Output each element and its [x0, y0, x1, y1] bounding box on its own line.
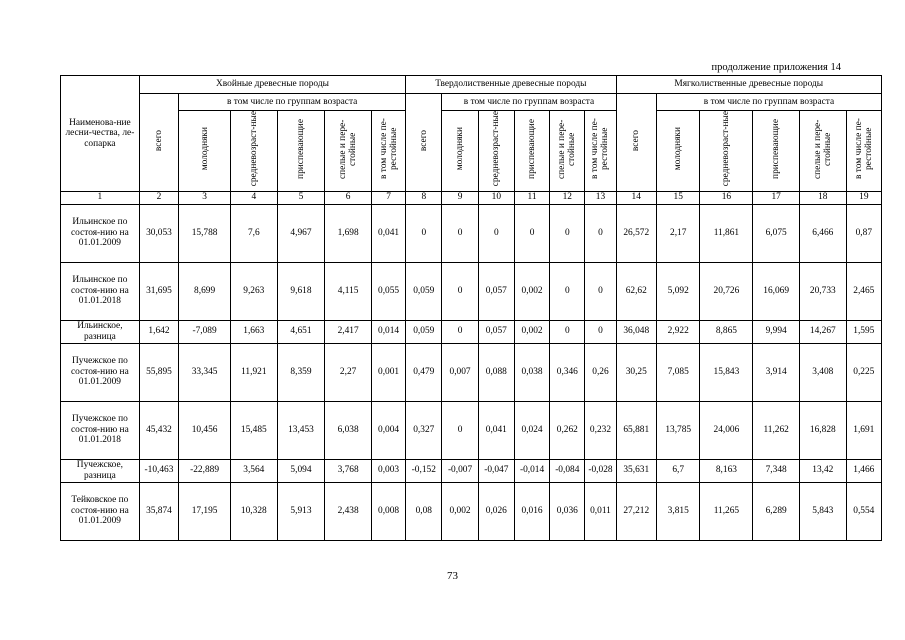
table-cell: 36,048 — [616, 320, 656, 343]
table-cell: 2,922 — [656, 320, 700, 343]
table-cell: 62,62 — [616, 262, 656, 320]
table-row — [61, 204, 882, 262]
table-cell: 14,267 — [799, 320, 846, 343]
age-group-header: в том числе пе-рестойные — [371, 111, 405, 192]
table-cell: 1,595 — [846, 320, 881, 343]
table-cell: 0 — [585, 204, 616, 262]
age-group-header: молодняки — [656, 111, 700, 192]
table-cell: 0,008 — [371, 482, 405, 540]
age-group-header: приспевающие — [753, 111, 800, 192]
group-header-coniferous: Хвойные древесные породы — [139, 76, 405, 94]
table-cell: 0,014 — [371, 320, 405, 343]
group-header-hardwood: Твердолиственные древесные породы — [406, 76, 616, 94]
table-cell: 0,004 — [371, 401, 405, 459]
table-cell: 0,08 — [406, 482, 442, 540]
table-cell: 9,618 — [277, 262, 325, 320]
table-cell: 0 — [585, 320, 616, 343]
table-cell: 24,006 — [700, 401, 753, 459]
table-cell: 30,053 — [139, 204, 178, 262]
table-cell: 3,564 — [231, 459, 278, 482]
column-number: 10 — [478, 191, 514, 204]
table-cell: 35,631 — [616, 459, 656, 482]
table-cell: 0,007 — [442, 343, 478, 401]
table-cell: 0,346 — [550, 343, 585, 401]
table-cell: 16,828 — [799, 401, 846, 459]
column-number: 19 — [846, 191, 881, 204]
table-row — [61, 320, 882, 343]
total-header: всего — [139, 94, 178, 192]
table-row — [61, 262, 882, 320]
table-cell: 0 — [514, 204, 549, 262]
table-cell: 0 — [550, 262, 585, 320]
table-cell: 6,7 — [656, 459, 700, 482]
column-number: 2 — [139, 191, 178, 204]
column-number: 13 — [585, 191, 616, 204]
subgroup-header: в том числе по группам возраста — [179, 94, 406, 111]
table-cell: 0,001 — [371, 343, 405, 401]
age-group-header: приспевающие — [514, 111, 549, 192]
table-cell: 7,085 — [656, 343, 700, 401]
table-cell: 13,42 — [799, 459, 846, 482]
table-cell: 0,016 — [514, 482, 549, 540]
age-group-header: в том числе пе-рестойные — [585, 111, 616, 192]
table-cell: 0,002 — [514, 262, 549, 320]
table-cell: 45,432 — [139, 401, 178, 459]
table-cell: 0,038 — [514, 343, 549, 401]
table-cell: 13,453 — [277, 401, 325, 459]
table-cell: 0,232 — [585, 401, 616, 459]
table-cell: 0 — [550, 320, 585, 343]
table-cell: 15,843 — [700, 343, 753, 401]
table-cell: 6,075 — [753, 204, 800, 262]
column-number: 14 — [616, 191, 656, 204]
table-cell: -7,089 — [179, 320, 231, 343]
row-name: Пучежское по состоя-нию на 01.01.2018 — [61, 401, 140, 459]
column-number: 7 — [371, 191, 405, 204]
table-cell: 0,479 — [406, 343, 442, 401]
row-name: Ильинское, разница — [61, 320, 140, 343]
table-cell: 0,011 — [585, 482, 616, 540]
total-header: всего — [616, 94, 656, 192]
table-cell: 8,865 — [700, 320, 753, 343]
table-cell: 1,691 — [846, 401, 881, 459]
age-group-header: молодняки — [442, 111, 478, 192]
table-cell: 0 — [550, 204, 585, 262]
table-cell: -0,028 — [585, 459, 616, 482]
table-cell: 1,642 — [139, 320, 178, 343]
age-group-header: средневозраст-ные — [231, 111, 278, 192]
table-cell: 65,881 — [616, 401, 656, 459]
table-cell: -0,007 — [442, 459, 478, 482]
age-group-header: средневозраст-ные — [700, 111, 753, 192]
table-cell: 8,699 — [179, 262, 231, 320]
table-cell: 0 — [442, 204, 478, 262]
table-cell: 0,87 — [846, 204, 881, 262]
table-cell: 0,002 — [442, 482, 478, 540]
column-number: 1 — [61, 191, 140, 204]
name-column-header: Наименова-ние лесни-чества, ле-сопарка — [61, 76, 140, 192]
table-cell: 0,002 — [514, 320, 549, 343]
column-number: 16 — [700, 191, 753, 204]
table-cell: 0,057 — [478, 262, 514, 320]
table-row — [61, 482, 882, 540]
table-cell: 9,994 — [753, 320, 800, 343]
table-cell: 2,438 — [325, 482, 372, 540]
table-cell: -0,047 — [478, 459, 514, 482]
table-cell: 15,485 — [231, 401, 278, 459]
table-cell: 0,26 — [585, 343, 616, 401]
table-cell: -22,889 — [179, 459, 231, 482]
table-cell: 11,861 — [700, 204, 753, 262]
table-cell: 1,663 — [231, 320, 278, 343]
table-cell: 1,698 — [325, 204, 372, 262]
table-cell: 11,262 — [753, 401, 800, 459]
row-name: Ильинское по состоя-нию на 01.01.2018 — [61, 262, 140, 320]
table-cell: 10,328 — [231, 482, 278, 540]
age-group-header: спелые и пере-стойные — [550, 111, 585, 192]
column-number: 12 — [550, 191, 585, 204]
table-cell: 2,17 — [656, 204, 700, 262]
table-cell: -10,463 — [139, 459, 178, 482]
age-group-header: спелые и пере-стойные — [325, 111, 372, 192]
subgroup-header: в том числе по группам возраста — [656, 94, 881, 111]
row-name: Пучежское по состоя-нию на 01.01.2009 — [61, 343, 140, 401]
page-number: 73 — [447, 570, 458, 582]
table-cell: 20,726 — [700, 262, 753, 320]
table-cell: 0 — [442, 401, 478, 459]
table-cell: 0,041 — [371, 204, 405, 262]
table-cell: 35,874 — [139, 482, 178, 540]
table-cell: 4,651 — [277, 320, 325, 343]
age-group-header: в том числе пе-рестойные — [846, 111, 881, 192]
group-header-softwood: Мягколиственные древесные породы — [616, 76, 881, 94]
table-cell: 7,348 — [753, 459, 800, 482]
table-cell: 9,263 — [231, 262, 278, 320]
table-cell: 5,094 — [277, 459, 325, 482]
table-cell: 0,225 — [846, 343, 881, 401]
table-cell: 0,026 — [478, 482, 514, 540]
table-cell: 0,088 — [478, 343, 514, 401]
table-cell: 16,069 — [753, 262, 800, 320]
row-name: Ильинское по состоя-нию на 01.01.2009 — [61, 204, 140, 262]
subgroup-header: в том числе по группам возраста — [442, 94, 616, 111]
column-number: 5 — [277, 191, 325, 204]
table-cell: 0 — [442, 262, 478, 320]
table-cell: 2,27 — [325, 343, 372, 401]
table-cell: 3,914 — [753, 343, 800, 401]
table-cell: 3,815 — [656, 482, 700, 540]
table-cell: 0,024 — [514, 401, 549, 459]
table-cell: 0,262 — [550, 401, 585, 459]
column-number: 3 — [179, 191, 231, 204]
table-cell: 0,059 — [406, 320, 442, 343]
table-cell: 26,572 — [616, 204, 656, 262]
table-cell: 5,843 — [799, 482, 846, 540]
table-cell: 20,733 — [799, 262, 846, 320]
row-name: Тейковское по состоя-нию на 01.01.2009 — [61, 482, 140, 540]
table-cell: 6,466 — [799, 204, 846, 262]
table-cell: 3,768 — [325, 459, 372, 482]
column-number: 6 — [325, 191, 372, 204]
table-cell: -0,084 — [550, 459, 585, 482]
table-cell: 0 — [406, 204, 442, 262]
table-cell: 5,913 — [277, 482, 325, 540]
table-cell: 11,265 — [700, 482, 753, 540]
table-cell: 0,041 — [478, 401, 514, 459]
table-cell: 13,785 — [656, 401, 700, 459]
table-cell: 27,212 — [616, 482, 656, 540]
table-row — [61, 401, 882, 459]
table-cell: 6,038 — [325, 401, 372, 459]
table-cell: 2,417 — [325, 320, 372, 343]
column-number: 9 — [442, 191, 478, 204]
table-cell: 8,163 — [700, 459, 753, 482]
table-cell: 1,466 — [846, 459, 881, 482]
table-row — [61, 459, 882, 482]
table-cell: -0,014 — [514, 459, 549, 482]
total-header: всего — [406, 94, 442, 192]
forest-age-table — [60, 75, 882, 541]
table-cell: 0,327 — [406, 401, 442, 459]
table-cell: 0,554 — [846, 482, 881, 540]
table-cell: 10,456 — [179, 401, 231, 459]
table-cell: 17,195 — [179, 482, 231, 540]
table-cell: 6,289 — [753, 482, 800, 540]
table-cell: 0,003 — [371, 459, 405, 482]
table-cell: 8,359 — [277, 343, 325, 401]
table-cell: 11,921 — [231, 343, 278, 401]
table-cell: 31,695 — [139, 262, 178, 320]
row-name: Пучежское, разница — [61, 459, 140, 482]
table-cell: 5,092 — [656, 262, 700, 320]
continuation-note: продолжение приложения 14 — [711, 62, 841, 73]
table-cell: 0,057 — [478, 320, 514, 343]
table-cell: 4,115 — [325, 262, 372, 320]
table-cell: 0 — [478, 204, 514, 262]
age-group-header: приспевающие — [277, 111, 325, 192]
table-cell: 0,059 — [406, 262, 442, 320]
column-number: 18 — [799, 191, 846, 204]
table-cell: 33,345 — [179, 343, 231, 401]
table-cell: 4,967 — [277, 204, 325, 262]
table-cell: 0 — [442, 320, 478, 343]
table-cell: 7,6 — [231, 204, 278, 262]
table-cell: 0 — [585, 262, 616, 320]
table-cell: 55,895 — [139, 343, 178, 401]
age-group-header: спелые и пере-стойные — [799, 111, 846, 192]
column-number: 4 — [231, 191, 278, 204]
age-group-header: молодняки — [179, 111, 231, 192]
table-row — [61, 343, 882, 401]
table-cell: 0,055 — [371, 262, 405, 320]
age-group-header: средневозраст-ные — [478, 111, 514, 192]
table-cell: 30,25 — [616, 343, 656, 401]
table-cell: 0,036 — [550, 482, 585, 540]
column-number: 15 — [656, 191, 700, 204]
table-cell: 2,465 — [846, 262, 881, 320]
table-cell: 15,788 — [179, 204, 231, 262]
column-number: 8 — [406, 191, 442, 204]
table-cell: 3,408 — [799, 343, 846, 401]
table-cell: -0,152 — [406, 459, 442, 482]
column-number: 11 — [514, 191, 549, 204]
column-number: 17 — [753, 191, 800, 204]
